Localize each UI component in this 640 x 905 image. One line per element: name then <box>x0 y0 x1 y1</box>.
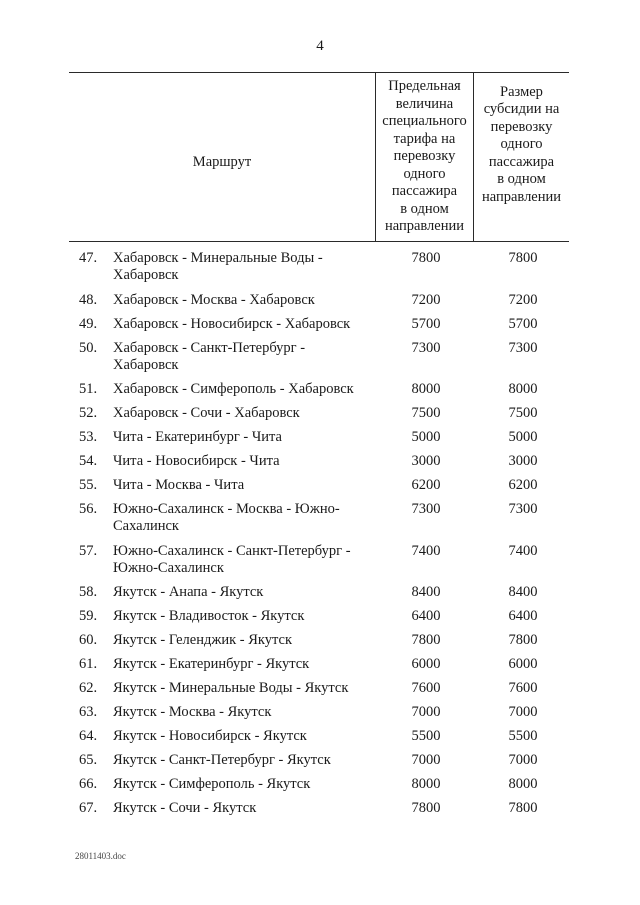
subsidy-value: 7800 <box>508 800 538 816</box>
row-number: 60. <box>79 632 98 648</box>
header-tariff <box>376 72 473 242</box>
route-line: Якутск - Москва - Якутск <box>113 704 272 720</box>
row-number: 58. <box>79 584 98 600</box>
header-subsidy-line: Размер <box>500 83 543 100</box>
route-name <box>113 608 378 625</box>
route-name <box>113 501 378 535</box>
subsidy-value: 7800 <box>508 250 538 266</box>
subsidy-value: 6200 <box>508 477 538 493</box>
header-subsidy-line: направлении <box>481 188 562 205</box>
route-line: Якутск - Сочи - Якутск <box>113 800 257 816</box>
tariff-value: 7000 <box>411 704 441 720</box>
route-line: Южно-Сахалинск - Москва - Южно- <box>113 501 340 517</box>
route-name <box>113 405 378 422</box>
route-name <box>113 752 378 769</box>
header-tariff-line: перевозку <box>393 148 456 165</box>
table-header <box>69 72 569 242</box>
tariff-value: 7800 <box>411 632 441 648</box>
header-tariff-line: направлении <box>384 218 465 235</box>
file-code: 28011403.doc <box>75 851 126 861</box>
row-number: 61. <box>79 656 98 672</box>
route-line: Хабаровск - Симферополь - Хабаровск <box>113 381 354 397</box>
row-number: 47. <box>79 250 98 266</box>
route-name <box>113 292 378 309</box>
header-subsidy-lines <box>482 84 561 207</box>
route-line: Хабаровск <box>113 267 179 283</box>
row-number: 67. <box>79 800 98 816</box>
route-name <box>113 656 378 673</box>
subsidy-value: 6000 <box>508 656 538 672</box>
subsidy-value: 7000 <box>508 704 538 720</box>
header-route: Маршрут <box>192 154 252 171</box>
header-tariff-line: Предельная <box>388 78 461 95</box>
header-subsidy-line: одного <box>500 136 543 153</box>
row-number: 65. <box>79 752 98 768</box>
route-line: Хабаровск - Новосибирск - Хабаровск <box>113 315 351 332</box>
tariff-value: 3000 <box>411 453 441 469</box>
route-name <box>113 381 378 398</box>
tariff-value: 7200 <box>411 291 441 308</box>
route-name <box>113 429 378 446</box>
header-tariff-lines <box>382 78 466 236</box>
subsidy-value: 8000 <box>508 381 538 397</box>
subsidy-value: 5500 <box>508 728 538 744</box>
tariff-value: 7800 <box>411 250 441 266</box>
header-subsidy <box>474 60 569 230</box>
route-line: Хабаровск <box>113 356 179 373</box>
route-line: Сахалинск <box>113 518 179 534</box>
row-number: 62. <box>79 680 98 696</box>
subsidy-value: 3000 <box>508 453 538 469</box>
row-number: 53. <box>79 429 98 445</box>
row-number: 66. <box>79 776 98 792</box>
subsidy-value: 5000 <box>508 429 538 445</box>
subsidy-value: 7600 <box>508 680 538 696</box>
route-line: Хабаровск - Сочи - Хабаровск <box>113 405 300 421</box>
tariff-value: 5000 <box>411 429 441 445</box>
row-number: 52. <box>79 405 98 421</box>
tariff-value: 7500 <box>411 405 441 421</box>
route-name <box>113 543 378 577</box>
tariff-value: 5700 <box>411 315 441 332</box>
route-name <box>113 800 378 817</box>
tariff-value: 8400 <box>411 584 441 600</box>
row-number: 63. <box>79 704 98 720</box>
route-line: Чита - Москва - Чита <box>113 477 245 493</box>
route-line: Хабаровск - Минеральные Воды - <box>113 250 323 266</box>
route-line: Якутск - Анапа - Якутск <box>113 584 264 600</box>
row-number: 57. <box>79 542 98 559</box>
subsidy-value: 7500 <box>508 405 538 421</box>
header-tariff-line: тарифа на <box>393 130 456 147</box>
tariff-value: 6000 <box>411 656 441 672</box>
row-number: 64. <box>79 728 98 744</box>
route-line: Южно-Сахалинск <box>113 559 224 576</box>
header-tariff-line: величина <box>395 95 454 112</box>
subsidy-value: 7300 <box>508 501 538 517</box>
route-name <box>113 340 378 374</box>
header-subsidy-line: субсидии на <box>483 101 560 118</box>
route-name <box>113 477 378 494</box>
row-number: 56. <box>79 501 98 517</box>
route-name <box>113 704 378 721</box>
header-subsidy-line: пассажира <box>488 153 555 170</box>
route-line: Чита - Екатеринбург - Чита <box>113 429 282 445</box>
route-name <box>113 316 378 333</box>
header-tariff-line: пассажира <box>391 183 458 200</box>
subsidy-value: 7800 <box>508 632 538 648</box>
route-name <box>113 584 378 601</box>
subsidy-value: 8400 <box>508 584 538 600</box>
tariff-value: 7000 <box>411 752 441 768</box>
header-subsidy-line: в одном <box>497 171 546 188</box>
row-number: 54. <box>79 453 98 469</box>
row-number: 51. <box>79 381 98 397</box>
route-name <box>113 453 378 470</box>
route-line: Якутск - Новосибирск - Якутск <box>113 728 307 744</box>
row-number: 59. <box>79 608 98 624</box>
route-line: Южно-Сахалинск - Санкт-Петербург - <box>113 542 351 559</box>
header-tariff-line: в одном <box>400 200 449 217</box>
tariff-value: 7300 <box>411 339 441 356</box>
subsidy-value: 7300 <box>508 339 538 356</box>
route-name <box>113 632 378 649</box>
route-line: Якутск - Симферополь - Якутск <box>113 776 311 792</box>
tariff-value: 7400 <box>411 542 441 559</box>
subsidy-value: 7400 <box>508 542 538 559</box>
route-line: Якутск - Екатеринбург - Якутск <box>113 656 310 672</box>
tariff-value: 7800 <box>411 800 441 816</box>
tariff-value: 7300 <box>411 501 441 517</box>
tariff-value: 8000 <box>411 381 441 397</box>
subsidy-value: 6400 <box>508 608 538 624</box>
subsidy-value: 8000 <box>508 776 538 792</box>
route-name <box>113 680 378 697</box>
route-name <box>113 728 378 745</box>
header-subsidy-line: перевозку <box>490 118 553 135</box>
route-line: Якутск - Минеральные Воды - Якутск <box>113 680 349 696</box>
route-line: Хабаровск - Москва - Хабаровск <box>113 291 315 308</box>
tariff-value: 5500 <box>411 728 441 744</box>
row-number: 50. <box>79 339 98 356</box>
row-number: 55. <box>79 477 98 493</box>
tariff-value: 8000 <box>411 776 441 792</box>
tariff-value: 7600 <box>411 680 441 696</box>
route-line: Якутск - Владивосток - Якутск <box>113 608 305 624</box>
route-line: Якутск - Санкт-Петербург - Якутск <box>113 752 331 768</box>
route-line: Чита - Новосибирск - Чита <box>113 453 280 469</box>
page-number: 4 <box>316 38 324 54</box>
row-number: 48. <box>79 291 98 308</box>
row-number: 49. <box>79 315 98 332</box>
subsidy-value: 7000 <box>508 752 538 768</box>
route-line: Хабаровск - Санкт-Петербург - <box>113 339 306 356</box>
route-name <box>113 250 378 284</box>
header-tariff-line: одного <box>403 165 446 182</box>
tariff-value: 6400 <box>411 608 441 624</box>
subsidy-value: 7200 <box>508 291 538 308</box>
header-tariff-line: специального <box>382 113 467 130</box>
route-line: Якутск - Геленджик - Якутск <box>113 632 293 648</box>
subsidy-value: 5700 <box>508 315 538 332</box>
route-name <box>113 776 378 793</box>
tariff-value: 6200 <box>411 477 441 493</box>
